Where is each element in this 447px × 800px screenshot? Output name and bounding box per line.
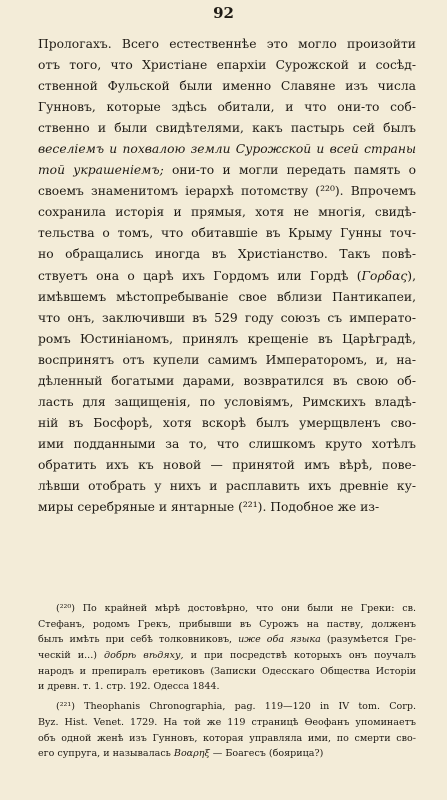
text-run: ствуетъ она о царѣ ихъ Гордомъ или Гордѣ ( xyxy=(38,268,362,283)
text-line xyxy=(38,223,416,244)
footnote-line xyxy=(38,648,416,664)
italic-text: Βοαρηξ xyxy=(173,748,210,760)
text-run: (²²⁰) По крайней мѣрѣ достовѣрно, что они были не Греки: св. xyxy=(56,603,416,614)
italic-text: Γορδας xyxy=(361,268,408,283)
text-line xyxy=(38,97,416,118)
text-run: ственной Фульской были именно Славяне изъ числа xyxy=(38,79,416,94)
footnote-line xyxy=(38,664,416,680)
text-line xyxy=(38,392,416,413)
text-run: (²²¹) Theophanis Chronographia, pag. 119—120 in IV tom. Corp. xyxy=(56,701,416,713)
footnotes xyxy=(38,601,416,762)
text-line xyxy=(38,181,416,202)
text-line xyxy=(38,118,416,139)
text-line xyxy=(38,308,416,329)
text-run: его супруга, и называлась xyxy=(38,748,174,760)
text-run: отъ того, что Христіане епархіи Сурожской и сосѣд- xyxy=(38,58,416,73)
text-run: имѣвшемъ мѣстопребываніе свое вблизи Пантикапеи, xyxy=(38,289,416,304)
text-line xyxy=(38,371,416,392)
text-line xyxy=(38,55,416,76)
text-run: народъ и препиралъ еретиковъ (Записки Одесскаго Общества Исторіи xyxy=(38,665,416,677)
text-run: миры серебряные и янтарные (²²¹). Подобное же из- xyxy=(38,500,380,515)
italic-text: добрѣ вѣдяху, xyxy=(104,650,184,662)
text-run: Прологахъ. Всего естественнѣе это могло произойти xyxy=(38,37,416,51)
footnote-2 xyxy=(38,699,416,762)
text-line xyxy=(38,139,416,160)
footnote-1 xyxy=(38,601,416,695)
text-run: Стефанъ, родомъ Грекъ, прибывши въ Сурожъ на паству, долженъ xyxy=(38,618,416,630)
footnote-line xyxy=(38,679,416,695)
text-run: ній въ Босфорѣ, хотя вскорѣ былъ умерщвленъ сво- xyxy=(38,415,416,430)
text-line xyxy=(38,34,416,55)
text-line xyxy=(38,455,416,476)
text-run: что онъ, заключивши въ 529 году союзъ съ императо- xyxy=(38,310,416,325)
text-run: тельства о томъ, что обитавшіе въ Крыму Гунны точ- xyxy=(38,226,416,241)
text-run: Гунновъ, которые здѣсь обитали, и что они-то соб- xyxy=(38,100,416,115)
text-run: обратить ихъ къ новой — принятой имъ вѣрѣ, пове- xyxy=(38,457,416,472)
body-text xyxy=(38,34,416,518)
page-number: 92 xyxy=(213,4,234,22)
italic-text: веселіемъ и похвалою земли Сурожской и всей страны xyxy=(38,142,416,157)
italic-text: той украшеніемъ; xyxy=(38,163,164,178)
text-run: объ одной женѣ изъ Гунновъ, которая управляла ими, по смерти сво- xyxy=(38,732,416,744)
text-run: лѣвши отобрать у нихъ и расплавить ихъ древніе ку- xyxy=(38,478,416,493)
text-line xyxy=(38,350,416,371)
footnote-line xyxy=(38,699,416,715)
text-run: и при посредствѣ которыхъ онъ поучалъ xyxy=(183,650,417,662)
text-line xyxy=(38,329,416,350)
text-run: и древн. т. 1. стр. 192. Одесса 1844. xyxy=(38,681,220,693)
text-run: своемъ знаменитомъ іерархѣ потомству (²²⁰). Впрочемъ xyxy=(38,184,416,199)
text-run: ласть для защищенія, по условіямъ, Римскихъ владѣ- xyxy=(38,394,416,409)
text-run: ими подданными за то, что слишкомъ круто хотѣлъ xyxy=(38,436,416,451)
text-line xyxy=(38,413,416,434)
text-run: воспринятъ отъ купели самимъ Императоромъ, и, на- xyxy=(38,352,416,367)
footnote-line xyxy=(38,746,416,762)
footnote-line xyxy=(38,632,416,648)
text-run: сохранила исторія и прямыя, хотя не многія, свидѣ- xyxy=(38,205,416,220)
text-run: ромъ Юстиніаномъ, принялъ крещеніе въ Царѣградѣ, xyxy=(38,331,416,346)
text-line xyxy=(38,287,416,308)
text-line xyxy=(38,160,416,181)
text-run: дѣленный богатыми дарами, возвратился въ свою об- xyxy=(38,373,416,388)
text-line xyxy=(38,476,416,497)
text-line xyxy=(38,202,416,223)
text-run: ственно и были свидѣтелями, какъ пастырь сей былъ xyxy=(38,121,416,136)
text-line xyxy=(38,244,416,265)
text-run: но обращались иногда въ Христіанство. Такъ повѣ- xyxy=(38,247,416,262)
text-run: они-то и могли передать память о xyxy=(163,163,417,178)
text-run: ческій и...) xyxy=(38,650,105,662)
text-run: Byz. Hist. Venet. 1729. На той же 119 страницѣ Ѳеофанъ упоминаетъ xyxy=(38,716,416,728)
text-run: — Боагесъ (боярица?) xyxy=(209,748,324,760)
text-line xyxy=(38,434,416,455)
text-run: ), xyxy=(407,268,416,283)
footnote-line xyxy=(38,617,416,633)
text-run: былъ имѣть при себѣ толковниковъ, xyxy=(38,634,239,646)
footnote-line xyxy=(38,731,416,747)
footnote-line xyxy=(38,715,416,731)
footnote-line xyxy=(38,601,416,617)
italic-text: иже оба языка xyxy=(238,634,321,646)
text-line xyxy=(38,76,416,97)
text-line xyxy=(38,266,416,287)
text-run: (разумѣется Гре- xyxy=(320,634,416,646)
text-line xyxy=(38,497,416,518)
